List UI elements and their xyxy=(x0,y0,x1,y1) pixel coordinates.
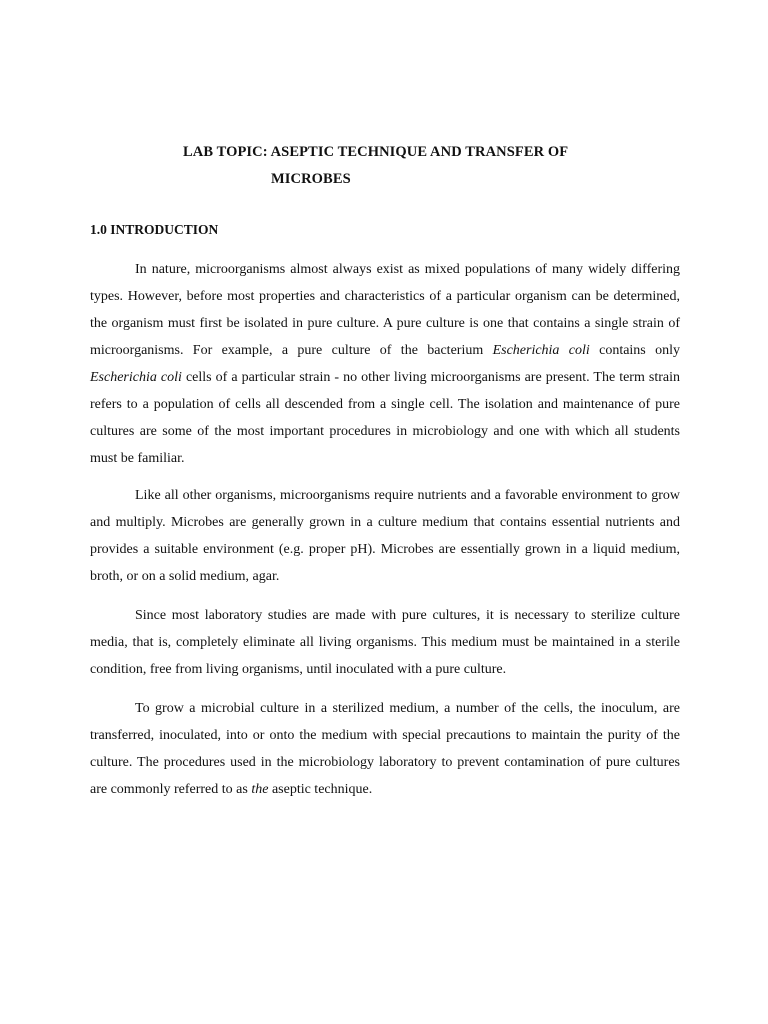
paragraph-1 xyxy=(90,256,680,472)
document-title-line-1: LAB TOPIC: ASEPTIC TECHNIQUE AND TRANSFER OF xyxy=(183,144,569,160)
paragraph-1-text-3: cells of a particular strain - no other living microorganisms are present. The term strain refers to a population of cells all descended from a single cell. The isolation and maintenance of pure cultures are some of the most important procedures in microbiology and one with which all students must be familiar. xyxy=(90,370,680,466)
paragraph-1-species-2: Escherichia coli xyxy=(90,370,182,385)
document-title-line-2: MICROBES xyxy=(271,171,351,187)
paragraph-2-text: Like all other organisms, microorganisms require nutrients and a favorable environment to grow and multiply. Microbes are generally grown in a culture medium that contains essential nutrients and provides a suitable environment (e.g. proper pH). Microbes are essentially grown in a liquid medium, broth, or on a solid medium, agar. xyxy=(90,488,680,584)
paragraph-4-emphasis: the xyxy=(251,782,269,797)
paragraph-3-text: Since most laboratory studies are made with pure cultures, it is necessary to sterilize culture media, that is, completely eliminate all living organisms. This medium must be maintained in a sterile condition, free from living organisms, until inoculated with a pure culture. xyxy=(90,608,680,677)
paragraph-4 xyxy=(90,695,680,803)
paragraph-3 xyxy=(90,602,680,683)
paragraph-1-species-1: Escherichia coli xyxy=(492,343,590,358)
section-heading: 1.0 INTRODUCTION xyxy=(90,222,219,237)
paragraph-2 xyxy=(90,482,680,590)
paragraph-1-text-2: contains only xyxy=(589,343,680,358)
paragraph-1-text-1: In nature, microorganisms almost always exist as mixed populations of many widely differing types. However, before most properties and characteristics of a particular organism can be determined, the organism must first be isolated in pure culture. A pure culture is one that contains a single strain of microorganisms. For example, a pure culture of the bacterium xyxy=(90,262,680,358)
paragraph-4-text-1: To grow a microbial culture in a sterilized medium, a number of the cells, the inoculum, are transferred, inoculated, into or onto the medium with special precautions to maintain the purity of the culture. The procedures used in the microbiology laboratory to prevent contamination of pure cultures are commonly referred to as xyxy=(90,701,680,797)
paragraph-4-text-2: aseptic technique. xyxy=(268,782,373,797)
